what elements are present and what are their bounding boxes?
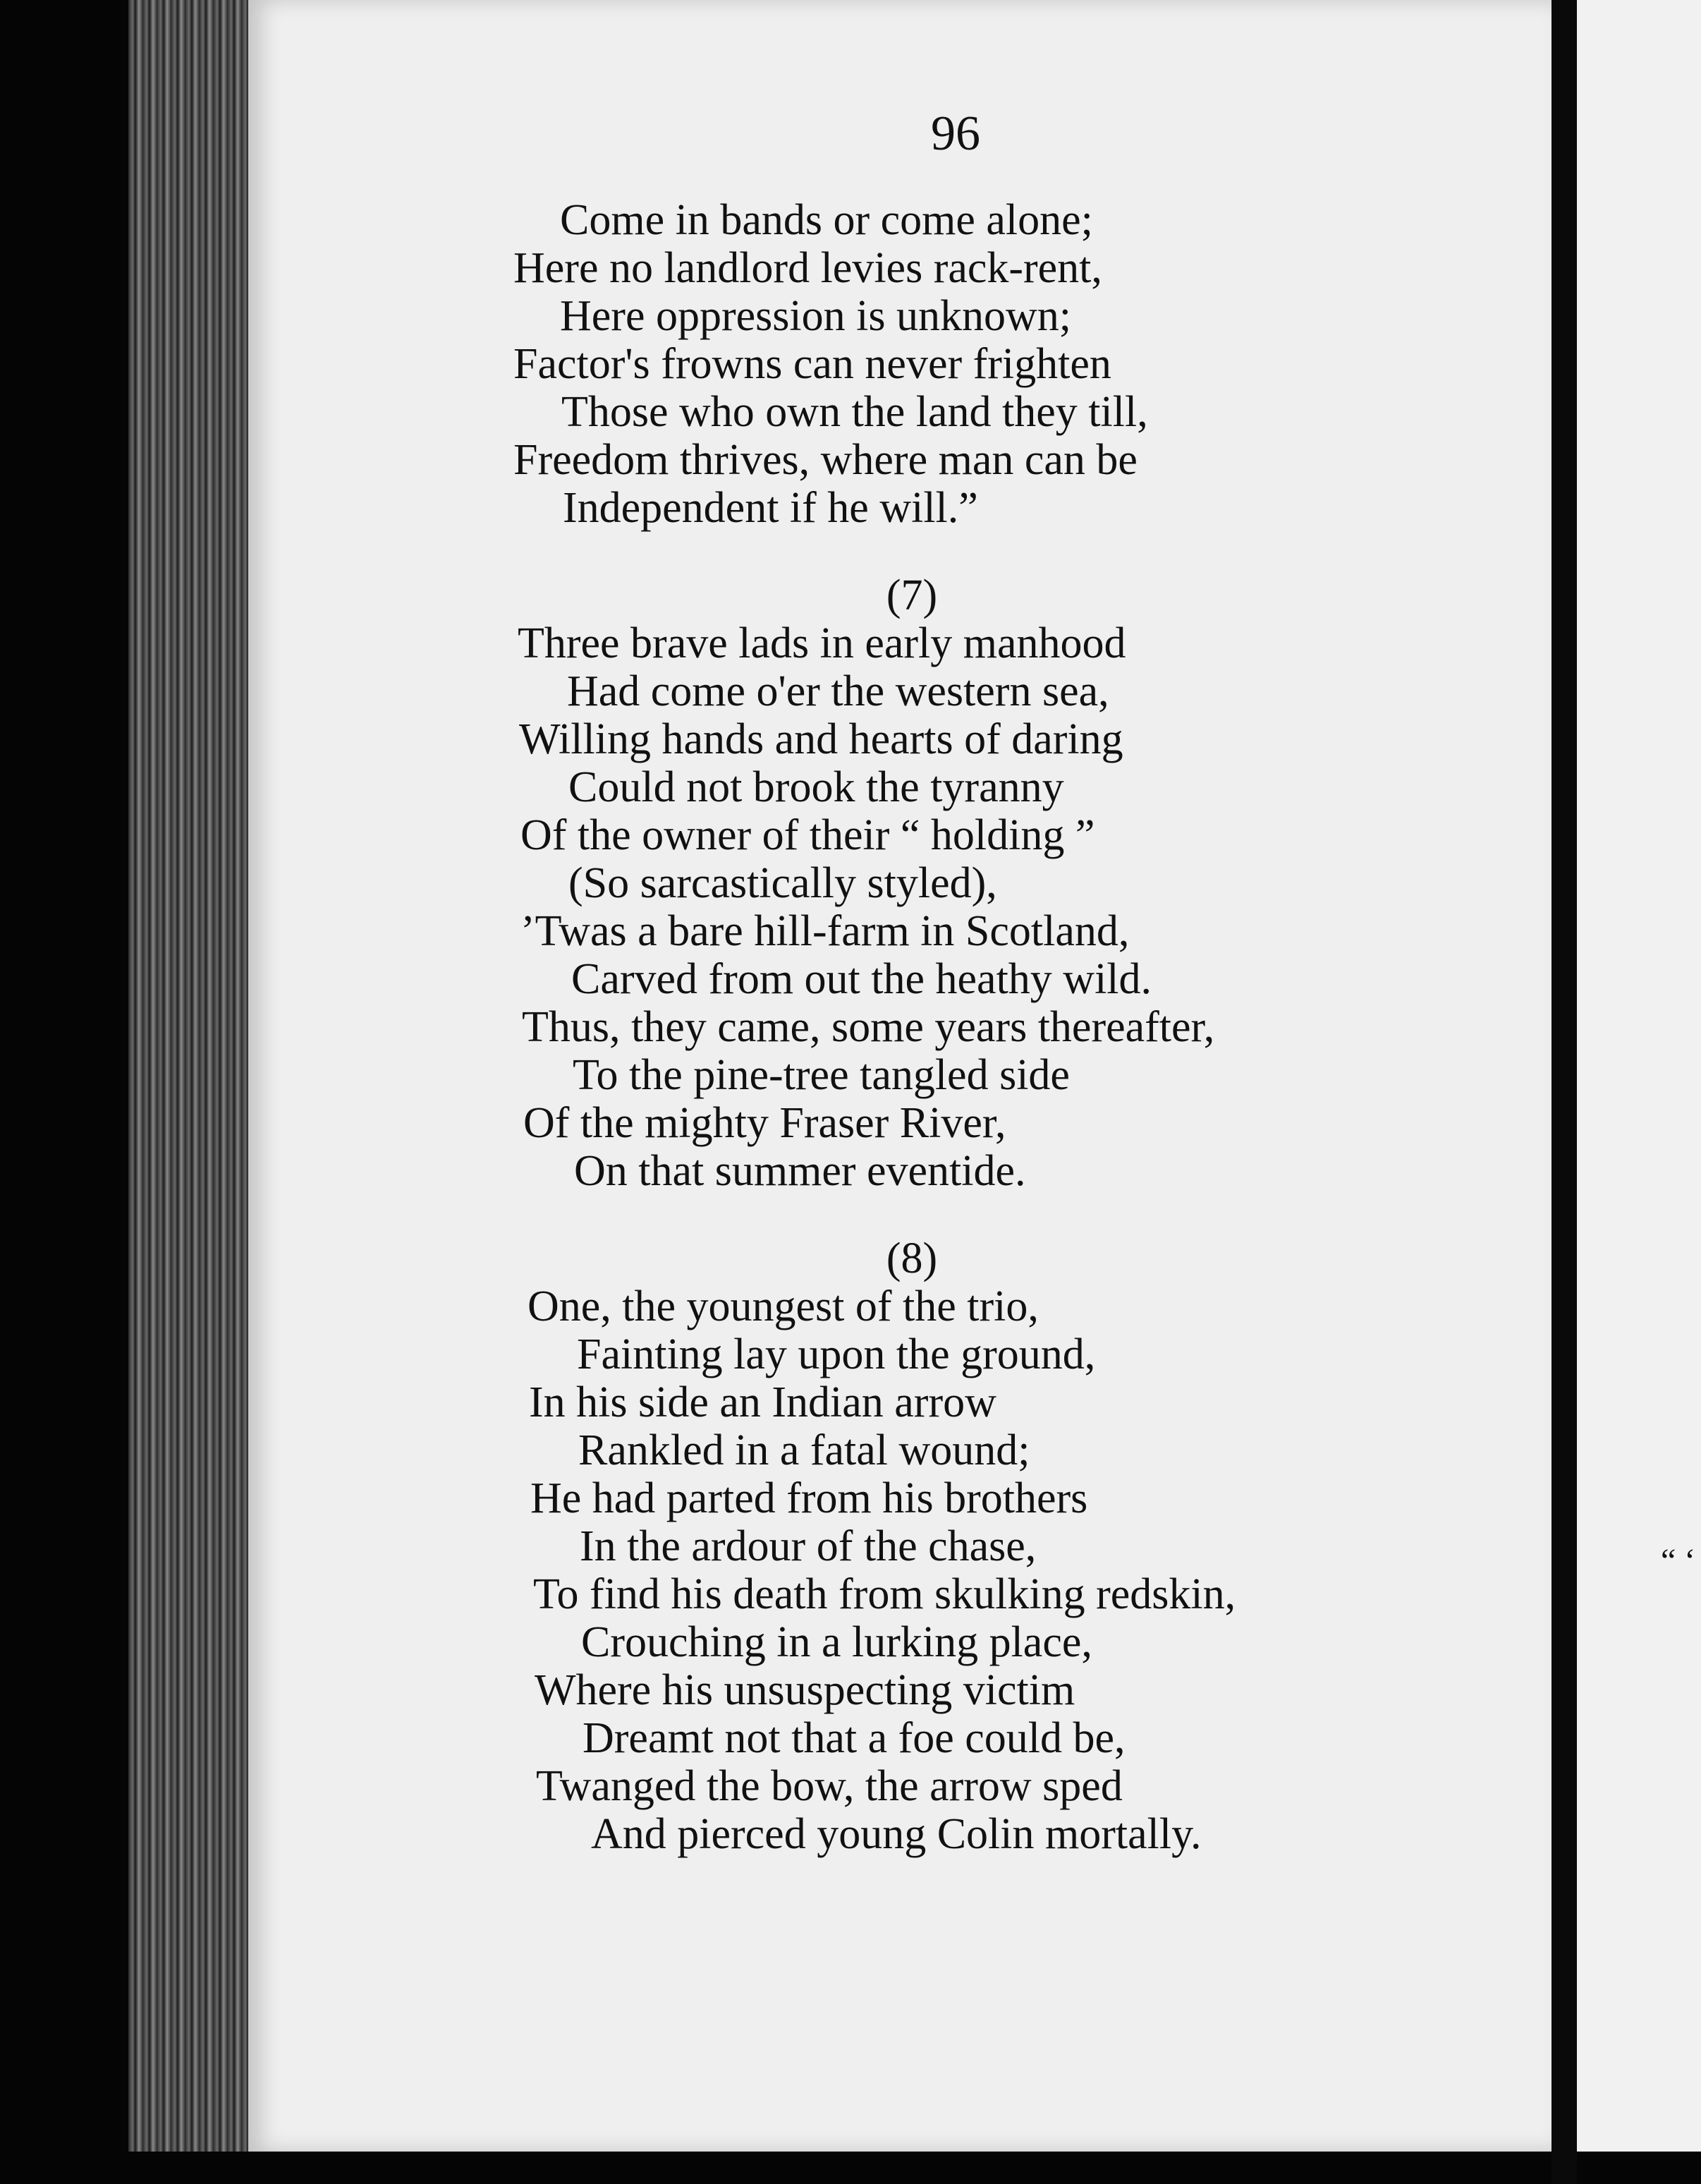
- poem-line: Crouching in a lurking place,: [581, 1618, 1092, 1666]
- poem-line: To the pine-tree tangled side: [573, 1051, 1070, 1099]
- poem-line: (So sarcastically styled),: [568, 859, 997, 907]
- poem-line: Where his unsuspecting victim: [535, 1666, 1075, 1714]
- poem-line: Willing hands and hearts of daring: [519, 715, 1123, 763]
- poem-line: Come in bands or come alone;: [560, 196, 1093, 244]
- book-gutter: [1551, 0, 1577, 2184]
- facing-page-edge: [1577, 0, 1701, 2152]
- poem-line: Thus, they came, some years thereafter,: [522, 1003, 1215, 1051]
- poem-line: To find his death from skulking redskin,: [533, 1570, 1236, 1618]
- poem-line: Independent if he will.”: [563, 484, 978, 532]
- poem-line: In his side an Indian arrow: [529, 1378, 996, 1426]
- poem-text: [513, 196, 1416, 1858]
- page-number: 96: [931, 107, 980, 161]
- stanza-number: (8): [886, 1234, 938, 1282]
- poem-line: Those who own the land they till,: [561, 388, 1148, 436]
- poem-line: In the ardour of the chase,: [580, 1522, 1037, 1570]
- stanza-number: (7): [886, 571, 938, 619]
- poem-line: Here no landlord levies rack-rent,: [513, 244, 1102, 292]
- poem-line: Could not brook the tyranny: [568, 763, 1064, 811]
- poem-line: Of the owner of their “ holding ”: [520, 811, 1095, 859]
- poem-line: And pierced young Colin mortally.: [591, 1810, 1202, 1858]
- poem-line: Factor's frowns can never frighten: [513, 340, 1111, 388]
- poem-line: One, the youngest of the trio,: [528, 1282, 1039, 1330]
- poem-line: Freedom thrives, where man can be: [513, 436, 1138, 484]
- facing-page-fragment: “ ‘: [1661, 1542, 1696, 1579]
- poem-line: Carved from out the heathy wild.: [571, 955, 1152, 1003]
- poem-line: ’Twas a bare hill-farm in Scotland,: [520, 907, 1130, 955]
- poem-line: Had come o'er the western sea,: [567, 667, 1109, 715]
- poem-line: He had parted from his brothers: [530, 1474, 1088, 1522]
- page-edges: [128, 0, 248, 2152]
- poem-line: Fainting lay upon the ground,: [577, 1330, 1096, 1378]
- poem-line: Dreamt not that a foe could be,: [583, 1714, 1126, 1762]
- poem-line: Twanged the bow, the arrow sped: [536, 1762, 1123, 1810]
- poem-line: Rankled in a fatal wound;: [578, 1426, 1030, 1474]
- poem-line: Of the mighty Fraser River,: [523, 1099, 1006, 1147]
- poem-line: On that summer eventide.: [574, 1147, 1026, 1195]
- poem-line: Three brave lads in early manhood: [518, 619, 1126, 667]
- poem-line: Here oppression is unknown;: [560, 292, 1071, 340]
